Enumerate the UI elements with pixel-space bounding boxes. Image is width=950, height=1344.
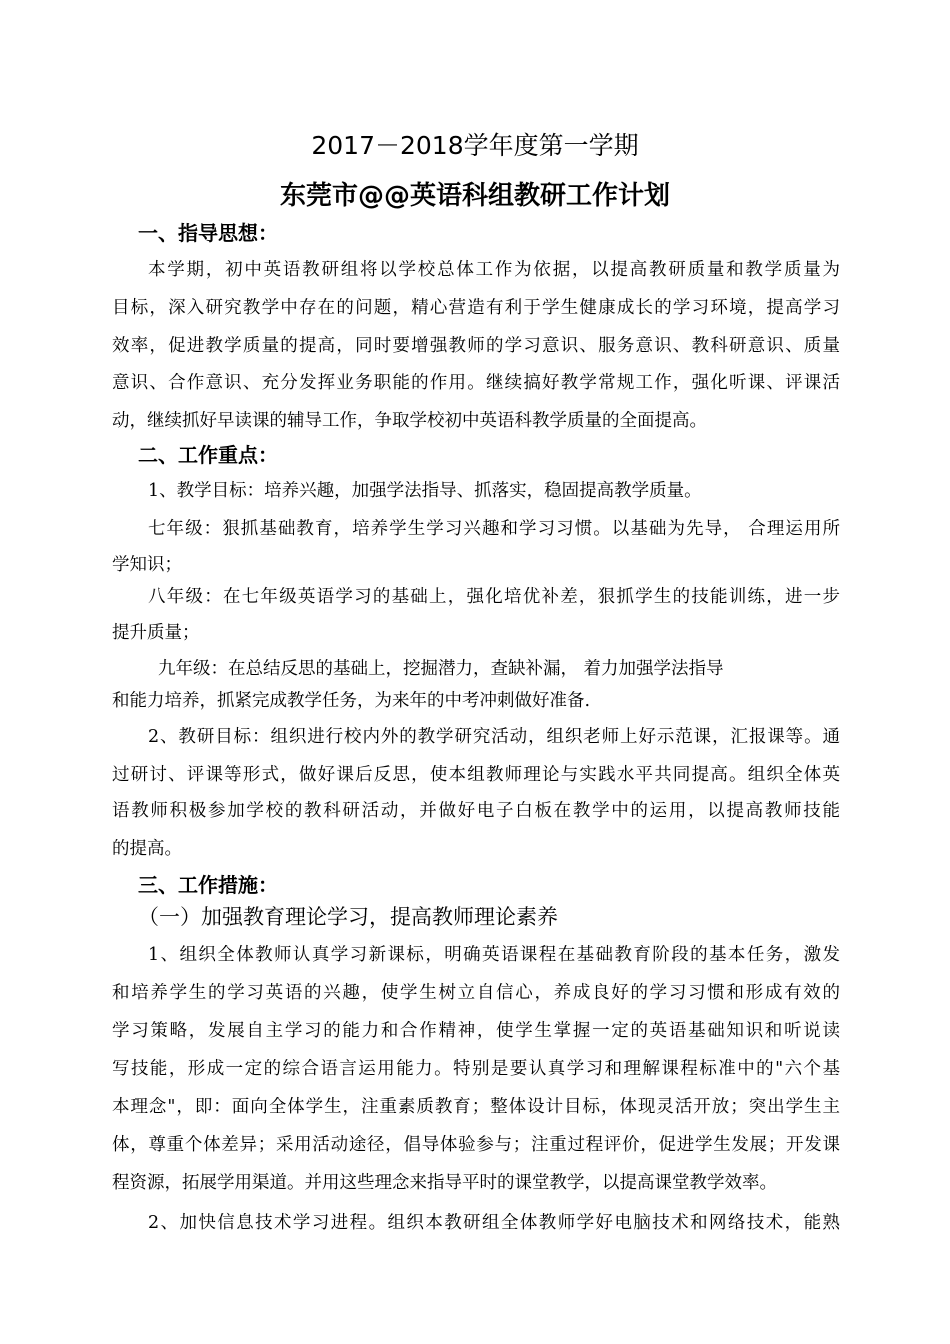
paragraph-line: 九年级：在总结反思的基础上，挖掘潜力，查缺补漏， 着力加强学法指导	[158, 659, 724, 679]
paragraph-line: 效率，促进教学质量的提高，同时要增强教师的学习意识、服务意识、教科研意识、质量	[112, 336, 840, 356]
section-heading-focus: 二、工作重点：	[138, 443, 278, 467]
document-title-main: 东莞市@@英语科组教研工作计划	[279, 181, 670, 211]
paragraph-line: 1、组织全体教师认真学习新课标，明确英语课程在基础教育阶段的基本任务，激发	[148, 945, 840, 965]
paragraph-line: 2、教研目标：组织进行校内外的教学研究活动，组织老师上好示范课，汇报课等。通	[148, 727, 840, 747]
paragraph-line: 学习策略，发展自主学习的能力和合作精神，使学生掌握一定的英语基础知识和听说读	[112, 1021, 840, 1041]
paragraph-line: 的提高。	[112, 839, 182, 859]
paragraph-line: 语教师积极参加学校的教科研活动，并做好电子白板在教学中的运用，以提高教师技能	[112, 801, 840, 821]
paragraph-line: 学知识；	[112, 555, 182, 575]
paragraph-line: 2、加快信息技术学习进程。组织本教研组全体教师学好电脑技术和网络技术，能熟	[148, 1213, 840, 1233]
paragraph-line: 本学期，初中英语教研组将以学校总体工作为依据，以提高教研质量和教学质量为	[148, 260, 840, 280]
paragraph-line: 本理念"，即：面向全体学生，注重素质教育；整体设计目标，体现灵活开放；突出学生主	[112, 1097, 840, 1117]
paragraph-line: 和培养学生的学习英语的兴趣，使学生树立自信心，养成良好的学习习惯和形成有效的	[112, 983, 840, 1003]
document-title-term: 2017－2018学年度第一学期	[311, 131, 639, 160]
paragraph-line: 提升质量；	[112, 623, 200, 643]
paragraph-line: 动，继续抓好早读课的辅导工作，争取学校初中英语科教学质量的全面提高。	[112, 411, 707, 431]
subsection-heading: （一）加强教育理论学习，提高教师理论素养	[138, 905, 558, 929]
paragraph-line: 程资源，拓展学用渠道。并用这些理念来指导平时的课堂教学，以提高课堂教学效率。	[112, 1173, 777, 1193]
paragraph-line: 体，尊重个体差异；采用活动途径，倡导体验参与；注重过程评价，促进学生发展；开发课	[112, 1135, 840, 1155]
paragraph-line: 写技能，形成一定的综合语言运用能力。特别是要认真学习和理解课程标准中的"六个基	[112, 1059, 840, 1079]
paragraph-line: 七年级：狠抓基础教育，培养学生学习兴趣和学习习惯。以基础为先导， 合理运用所	[148, 519, 840, 539]
paragraph-line: 1、教学目标：培养兴趣，加强学法指导、抓落实，稳固提高教学质量。	[148, 481, 702, 501]
paragraph-line: 和能力培养，抓紧完成教学任务，为来年的中考冲刺做好准备.	[112, 691, 591, 711]
paragraph-line: 过研讨、评课等形式，做好课后反思，使本组教师理论与实践水平共同提高。组织全体英	[112, 765, 840, 785]
section-heading-measures: 三、工作措施：	[138, 873, 278, 897]
paragraph-line: 八年级：在七年级英语学习的基础上，强化培优补差，狠抓学生的技能训练，进一步	[148, 587, 840, 607]
paragraph-line: 意识、合作意识、充分发挥业务职能的作用。继续搞好教学常规工作，强化听课、评课活	[112, 373, 840, 393]
paragraph-line: 目标，深入研究教学中存在的问题，精心营造有利于学生健康成长的学习环境，提高学习	[112, 298, 840, 318]
section-heading-guiding: 一、指导思想：	[138, 221, 278, 245]
